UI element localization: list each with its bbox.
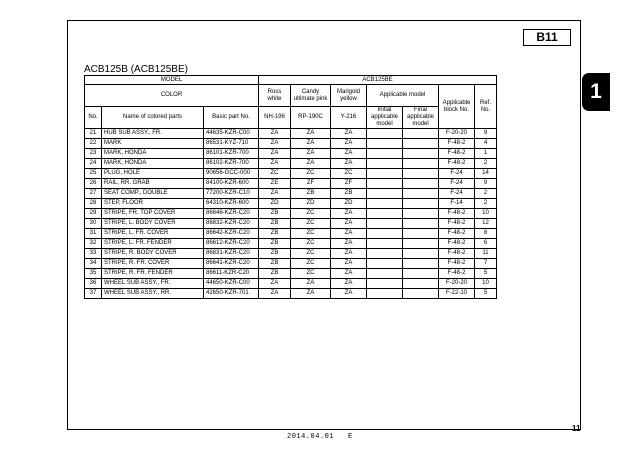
cell-c2: ZA <box>291 129 331 139</box>
color-code-1: NH-196 <box>259 107 291 129</box>
cell-c2: ZC <box>291 209 331 219</box>
cell-basic: 86611-KZR-C20 <box>204 269 259 279</box>
cell-no: 31 <box>85 229 102 239</box>
cell-c1: ZA <box>259 139 291 149</box>
cell-name: STRIPE, L. BODY COVER <box>102 219 204 229</box>
cell-c3: ZA <box>331 149 367 159</box>
table-row <box>85 139 497 149</box>
cell-final <box>403 269 439 279</box>
cell-ref: 5 <box>475 289 497 299</box>
table-row <box>85 279 497 289</box>
cell-no: 34 <box>85 259 102 269</box>
cell-ref: 9 <box>475 179 497 189</box>
cell-block: F-24 <box>439 189 475 199</box>
cell-name: PLUG, HOLE <box>102 169 204 179</box>
cell-c3: ZA <box>331 159 367 169</box>
cell-c3: ZA <box>331 219 367 229</box>
cell-initial <box>367 229 403 239</box>
basic-part-header: Basic part No. <box>204 107 259 129</box>
cell-name: SEAT COMP., DOUBLE <box>102 189 204 199</box>
cell-initial <box>367 239 403 249</box>
cell-c1: ZA <box>259 159 291 169</box>
cell-ref: 12 <box>475 219 497 229</box>
cell-no: 21 <box>85 129 102 139</box>
cell-ref: 10 <box>475 209 497 219</box>
cell-no: 32 <box>85 239 102 249</box>
cell-name: MARK, HONDA <box>102 149 204 159</box>
table-row <box>85 269 497 279</box>
cell-c3: ZD <box>331 199 367 209</box>
cell-ref: 1 <box>475 149 497 159</box>
table-row <box>85 129 497 139</box>
cell-initial <box>367 129 403 139</box>
cell-ref: 2 <box>475 189 497 199</box>
cell-c3: ZA <box>331 269 367 279</box>
cell-block: F-20-20 <box>439 279 475 289</box>
cell-basic: 84100-KZR-600 <box>204 179 259 189</box>
cell-ref: 8 <box>475 229 497 239</box>
cell-final <box>403 239 439 249</box>
table-row <box>85 159 497 169</box>
cell-c3: ZA <box>331 289 367 299</box>
cell-block: F-24 <box>439 179 475 189</box>
color-name-2: Candy ultimate pink <box>291 85 331 107</box>
cell-initial <box>367 269 403 279</box>
cell-basic: 44650-KZR-C00 <box>204 279 259 289</box>
cell-c3: ZF <box>331 179 367 189</box>
cell-no: 26 <box>85 179 102 189</box>
cell-ref: 11 <box>475 249 497 259</box>
cell-basic: 86612-KZR-C20 <box>204 239 259 249</box>
model-value: ACB125BE <box>259 76 497 85</box>
cell-basic: 42650-KZR-701 <box>204 289 259 299</box>
color-parts-table <box>84 75 497 299</box>
chapter-tab: 1 <box>582 73 610 111</box>
cell-block: F-48-2 <box>439 229 475 239</box>
cell-name: MARK, HONDA <box>102 159 204 169</box>
cell-c1: ZA <box>259 189 291 199</box>
cell-name: STRIPE, R. FR. FENDER <box>102 269 204 279</box>
cell-c2: ZC <box>291 219 331 229</box>
cell-c1: ZE <box>259 179 291 189</box>
cell-c2: ZA <box>291 159 331 169</box>
cell-final <box>403 169 439 179</box>
cell-name: STRIPE, R. FR. COVER <box>102 259 204 269</box>
footer <box>287 433 353 441</box>
cell-c1: ZB <box>259 239 291 249</box>
cell-c3: ZA <box>331 209 367 219</box>
cell-ref: 5 <box>475 269 497 279</box>
cell-no: 27 <box>85 189 102 199</box>
cell-no: 37 <box>85 289 102 299</box>
cell-ref: 7 <box>475 259 497 269</box>
cell-c3: ZA <box>331 139 367 149</box>
table-row <box>85 259 497 269</box>
cell-initial <box>367 189 403 199</box>
cell-ref: 4 <box>475 139 497 149</box>
cell-no: 28 <box>85 199 102 209</box>
parts-name-header: Name of colored parts <box>102 107 204 129</box>
table-row <box>85 189 497 199</box>
cell-c3: ZA <box>331 239 367 249</box>
cell-c3: ZA <box>331 129 367 139</box>
cell-final <box>403 159 439 169</box>
cell-ref: 9 <box>475 129 497 139</box>
cell-initial <box>367 139 403 149</box>
cell-initial <box>367 249 403 259</box>
cell-basic: 86831-KZR-C20 <box>204 249 259 259</box>
cell-no: 30 <box>85 219 102 229</box>
table-row <box>85 209 497 219</box>
cell-basic: 86641-KZR-C20 <box>204 259 259 269</box>
cell-c2: ZF <box>291 179 331 189</box>
cell-final <box>403 199 439 209</box>
cell-c2: ZC <box>291 259 331 269</box>
cell-c2: ZB <box>291 189 331 199</box>
table-row <box>85 199 497 209</box>
cell-c1: ZD <box>259 199 291 209</box>
cell-c3: ZA <box>331 229 367 239</box>
cell-block: F-48-2 <box>439 209 475 219</box>
cell-no: 36 <box>85 279 102 289</box>
initial-model-header: Initial applicable model <box>367 107 403 129</box>
cell-basic: 86646-KZR-C20 <box>204 209 259 219</box>
cell-final <box>403 219 439 229</box>
cell-name: STRIPE, R. BODY COVER <box>102 249 204 259</box>
cell-no: 29 <box>85 209 102 219</box>
cell-c1: ZA <box>259 289 291 299</box>
cell-c2: ZC <box>291 249 331 259</box>
table-row <box>85 169 497 179</box>
cell-initial <box>367 209 403 219</box>
cell-block: F-20-20 <box>439 129 475 139</box>
cell-ref: 2 <box>475 159 497 169</box>
cell-c1: ZB <box>259 209 291 219</box>
cell-name: RAIL, RR. GRAB <box>102 179 204 189</box>
footer-code: E <box>348 433 353 441</box>
color-name-1: Ross white <box>259 85 291 107</box>
cell-c1: ZA <box>259 279 291 289</box>
cell-basic: 44635-KZR-C00 <box>204 129 259 139</box>
table-row <box>85 149 497 159</box>
model-header: MODEL <box>85 76 259 85</box>
cell-block: F-48-2 <box>439 149 475 159</box>
cell-c1: ZB <box>259 229 291 239</box>
cell-final <box>403 209 439 219</box>
footer-date: 2014.04.01 <box>287 433 335 441</box>
cell-block: F-48-2 <box>439 139 475 149</box>
color-code-2: RP-190C <box>291 107 331 129</box>
cell-block: F-24 <box>439 169 475 179</box>
cell-no: 22 <box>85 139 102 149</box>
cell-basic: 90656-GCC-000 <box>204 169 259 179</box>
cell-initial <box>367 279 403 289</box>
cell-c2: ZC <box>291 239 331 249</box>
color-header: COLOR <box>85 85 259 107</box>
table-row <box>85 239 497 249</box>
cell-c1: ZB <box>259 249 291 259</box>
cell-initial <box>367 149 403 159</box>
cell-c2: ZA <box>291 279 331 289</box>
cell-initial <box>367 169 403 179</box>
cell-final <box>403 179 439 189</box>
cell-c3: ZA <box>331 259 367 269</box>
cell-initial <box>367 219 403 229</box>
cell-ref: 6 <box>475 239 497 249</box>
cell-basic: 77200-KZR-C10 <box>204 189 259 199</box>
table-row <box>85 219 497 229</box>
cell-final <box>403 249 439 259</box>
cell-c3: ZA <box>331 249 367 259</box>
cell-no: 35 <box>85 269 102 279</box>
cell-block: F-48-2 <box>439 159 475 169</box>
applicable-model-header: Applicable model <box>367 85 439 107</box>
cell-name: HUB SUB ASSY., FR. <box>102 129 204 139</box>
cell-basic: 64310-KZR-600 <box>204 199 259 209</box>
cell-c2: ZA <box>291 149 331 159</box>
cell-c1: ZC <box>259 169 291 179</box>
cell-block: F-48-2 <box>439 259 475 269</box>
cell-c2: ZD <box>291 199 331 209</box>
cell-c2: ZA <box>291 139 331 149</box>
cell-name: STRIPE, L. FR. COVER <box>102 229 204 239</box>
cell-basic: 86832-KZR-C20 <box>204 219 259 229</box>
cell-name: STEP, FLOOR <box>102 199 204 209</box>
cell-basic: 86642-KZR-C20 <box>204 229 259 239</box>
cell-basic: 86531-KYZ-710 <box>204 139 259 149</box>
cell-final <box>403 189 439 199</box>
cell-final <box>403 289 439 299</box>
cell-final <box>403 279 439 289</box>
cell-c1: ZA <box>259 129 291 139</box>
cell-no: 24 <box>85 159 102 169</box>
color-code-3: Y-216 <box>331 107 367 129</box>
cell-no: 25 <box>85 169 102 179</box>
cell-initial <box>367 159 403 169</box>
cell-initial <box>367 259 403 269</box>
cell-ref: 10 <box>475 279 497 289</box>
cell-block: F-48-2 <box>439 269 475 279</box>
cell-block: F-48-2 <box>439 219 475 229</box>
cell-name: WHEEL SUB ASSY., FR. <box>102 279 204 289</box>
cell-ref: 2 <box>475 199 497 209</box>
page-number: 11 <box>572 424 581 433</box>
cell-final <box>403 259 439 269</box>
cell-c3: ZA <box>331 279 367 289</box>
cell-c1: ZB <box>259 269 291 279</box>
cell-name: STRIPE, L. FR. FENDER <box>102 239 204 249</box>
cell-block: F-48-2 <box>439 249 475 259</box>
cell-no: 33 <box>85 249 102 259</box>
cell-name: MARK <box>102 139 204 149</box>
ref-no-header: Ref. No. <box>475 85 497 129</box>
table-row <box>85 289 497 299</box>
cell-initial <box>367 199 403 209</box>
cell-ref: 14 <box>475 169 497 179</box>
cell-c1: ZB <box>259 219 291 229</box>
cell-c2: ZA <box>291 289 331 299</box>
color-name-3: Marigold yellow <box>331 85 367 107</box>
cell-c2: ZC <box>291 269 331 279</box>
cell-final <box>403 149 439 159</box>
cell-c1: ZB <box>259 259 291 269</box>
cell-c2: ZC <box>291 169 331 179</box>
cell-name: STRIPE, FR. TOP COVER <box>102 209 204 219</box>
cell-initial <box>367 179 403 189</box>
table-row <box>85 179 497 189</box>
cell-block: F-48-2 <box>439 239 475 249</box>
cell-no: 23 <box>85 149 102 159</box>
cell-c2: ZC <box>291 229 331 239</box>
table-row <box>85 229 497 239</box>
cell-c1: ZA <box>259 149 291 159</box>
cell-c3: ZC <box>331 169 367 179</box>
table-row <box>85 249 497 259</box>
cell-block: F-14 <box>439 199 475 209</box>
final-model-header: Final applicable model <box>403 107 439 129</box>
cell-basic: 86101-KZR-700 <box>204 149 259 159</box>
cell-block: F-22-10 <box>439 289 475 299</box>
cell-final <box>403 139 439 149</box>
cell-name: WHEEL SUB ASSY., RR. <box>102 289 204 299</box>
cell-c3: ZB <box>331 189 367 199</box>
page-title: ACB125B (ACB125BE) <box>84 64 188 75</box>
section-badge: B11 <box>523 29 571 46</box>
cell-initial <box>367 289 403 299</box>
cell-final <box>403 129 439 139</box>
applicable-block-header: Applicable block No. <box>439 85 475 129</box>
no-header: No. <box>85 107 102 129</box>
cell-final <box>403 229 439 239</box>
cell-basic: 86102-KZR-700 <box>204 159 259 169</box>
